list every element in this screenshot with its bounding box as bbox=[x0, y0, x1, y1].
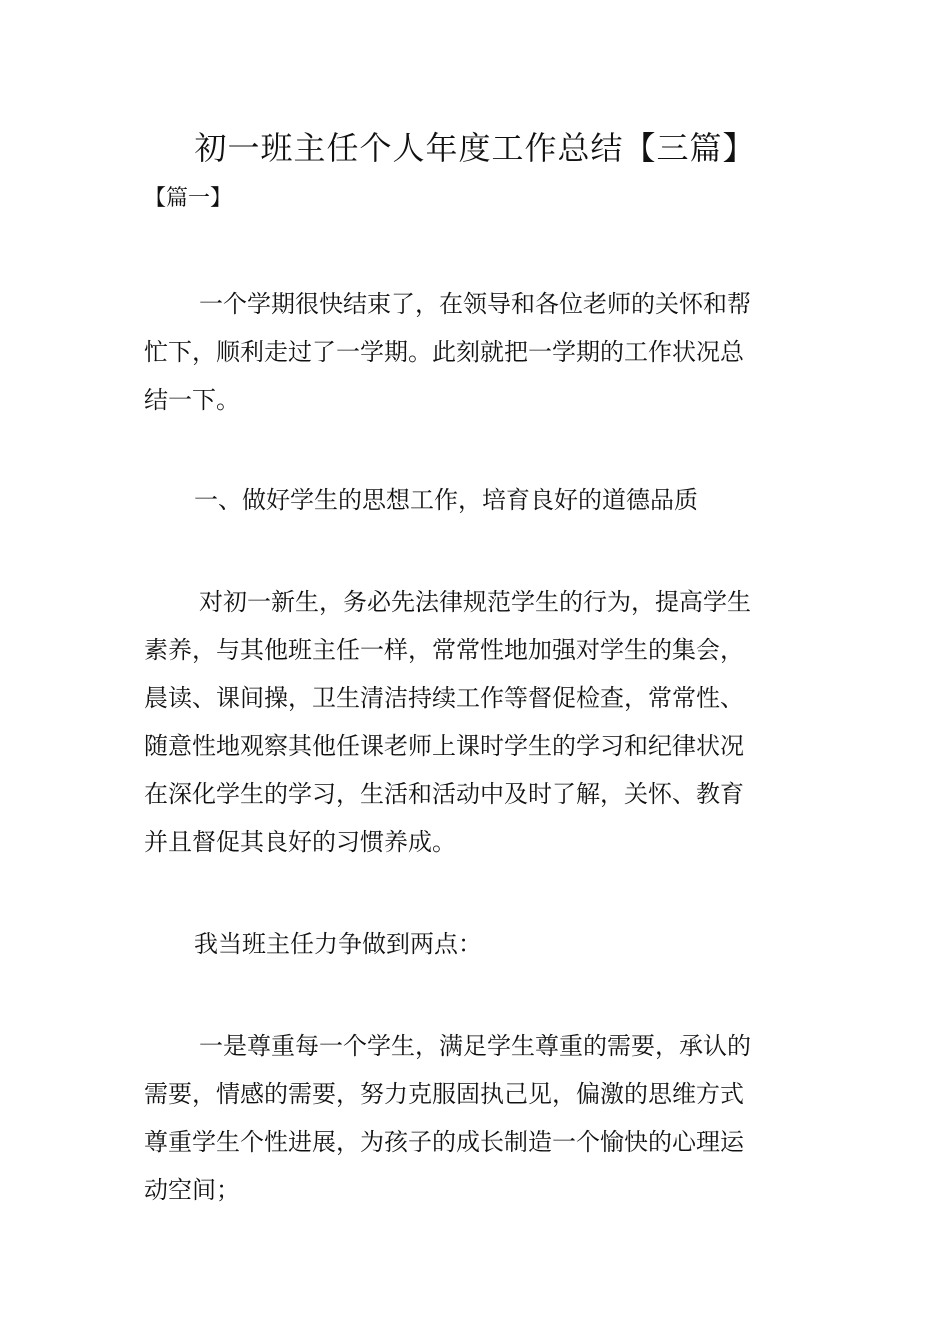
paragraph-line: 尊重学生个性进展，为孩子的成长制造一个愉快的心理运 bbox=[144, 1128, 744, 1156]
paragraph-line: 随意性地观察其他任课老师上课时学生的学习和纪律状况 bbox=[144, 732, 744, 760]
paragraph-line: 一个学期很快结束了，在领导和各位老师的关怀和帮 bbox=[199, 290, 751, 318]
document-title: 初一班主任个人年度工作总结【三篇】 bbox=[194, 129, 756, 167]
paragraph-intro bbox=[144, 280, 810, 424]
paragraph-line: 我当班主任力争做到两点： bbox=[194, 930, 482, 958]
paragraph-line: 对初一新生，务必先法律规范学生的行为，提高学生 bbox=[199, 588, 751, 616]
paragraph-line: 一是尊重每一个学生，满足学生尊重的需要，承认的 bbox=[199, 1032, 751, 1060]
paragraph-line: 素养，与其他班主任一样，常常性地加强对学生的集会， bbox=[144, 636, 744, 664]
paragraph-line: 结一下。 bbox=[144, 386, 240, 414]
paragraph-respect bbox=[144, 1022, 810, 1214]
paragraph-line: 需要，情感的需要，努力克服固执己见，偏激的思维方式 bbox=[144, 1080, 744, 1108]
paragraph-line: 并且督促其良好的习惯养成。 bbox=[144, 828, 456, 856]
paragraph-line: 动空间； bbox=[144, 1176, 240, 1204]
paragraph-line: 忙下，顺利走过了一学期。此刻就把一学期的工作状况总 bbox=[144, 338, 744, 366]
paragraph-line: 晨读、课间操，卫生清洁持续工作等督促检查，常常性、 bbox=[144, 684, 744, 712]
heading-line: 一、做好学生的思想工作，培育良好的道德品质 bbox=[194, 486, 698, 514]
paragraph-two-points bbox=[144, 920, 810, 968]
paragraph-line: 在深化学生的学习，生活和活动中及时了解，关怀、教育 bbox=[144, 780, 744, 808]
section-label: 【篇一】 bbox=[144, 186, 233, 211]
paragraph-behavior bbox=[144, 578, 810, 866]
section-heading bbox=[144, 476, 810, 524]
